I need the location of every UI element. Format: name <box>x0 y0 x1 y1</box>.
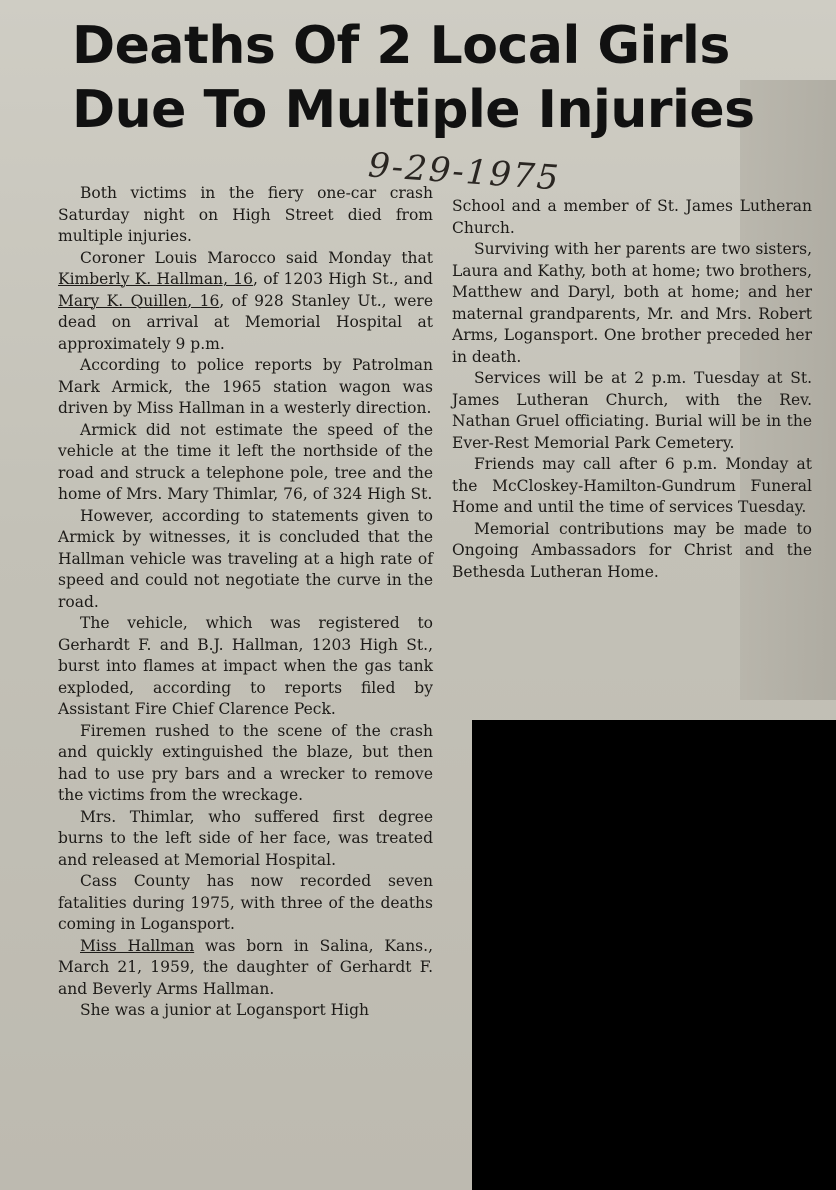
paragraph <box>58 936 433 1001</box>
paragraph: Both victims in the fiery one-car crash Saturday night on High Street died from multiple injuries. <box>58 184 433 245</box>
underlined-name: Mary K. Quillen, 16 <box>58 291 220 310</box>
black-redaction-block <box>472 720 836 1190</box>
article-column-2 <box>452 196 812 583</box>
text-run: , of 928 Stanley Ut., were dead on arrival at Memorial Hospital at approximately 9 p.m. <box>58 291 433 353</box>
paragraph: The vehicle, which was registered to Gerhardt F. and B.J. Hallman, 1203 High St., burst into flames at impact when the gas tank exploded, according to reports filed by Assistant Fire Chief Clarence Peck. <box>58 614 433 718</box>
paragraph: She was a junior at Logansport High <box>80 1001 369 1019</box>
text-run: was born in Salina, Kans., March 21, 1959, the daughter of Gerhardt F. and Beverly Arms Hallman. <box>58 936 433 998</box>
paragraph: Firemen rushed to the scene of the crash and quickly extinguished the blaze, but then had to use pry bars and a wrecker to remove the victims from the wreckage. <box>58 721 433 804</box>
handwritten-date: 9-29-1975 <box>366 145 562 199</box>
paragraph: Surviving with her parents are two sisters, Laura and Kathy, both at home; two brothers, Matthew and Daryl, both at home; and her maternal grandparents, Mr. and Mrs. Robert Arms, Logansport. One brother preceded her in death. <box>452 240 812 366</box>
underlined-name: Kimberly K. Hallman, 16 <box>58 270 253 288</box>
paragraph: Mrs. Thimlar, who suffered first degree burns to the left side of her face, was treated and released at Memorial Hospital. <box>58 807 433 869</box>
paragraph: According to police reports by Patrolman Mark Armick, the 1965 station wagon was driven by Miss Hallman in a westerly direction. <box>58 356 433 417</box>
headline <box>72 14 755 142</box>
paragraph <box>58 248 433 356</box>
text-run: Coroner Louis Marocco said Monday that <box>80 248 433 267</box>
article-column-1 <box>58 183 433 1022</box>
paragraph: Friends may call after 6 p.m. Monday at the McCloskey-Hamilton-Gundrum Funeral Home and until the time of services Tuesday. <box>452 455 812 516</box>
paragraph: Cass County has now recorded seven fatalities during 1975, with three of the deaths coming in Logansport. <box>58 872 433 933</box>
paragraph: However, according to statements given to Armick by witnesses, it is concluded that the Hallman vehicle was traveling at a high rate of speed and could not negotiate the curve in the road. <box>58 506 433 611</box>
underlined-name: Miss Hallman <box>80 936 195 955</box>
paragraph: Armick did not estimate the speed of the vehicle at the time it left the northside of the road and struck a telephone pole, tree and the home of Mrs. Mary Thimlar, 76, of 324 High St. <box>58 420 433 503</box>
paragraph: Services will be at 2 p.m. Tuesday at St. James Lutheran Church, with the Rev. Nathan Gruel officiating. Burial will be in the Ever-Rest Memorial Park Cemetery. <box>452 369 812 452</box>
headline-line-1: Deaths Of 2 Local Girls <box>72 16 730 76</box>
headline-line-2: Due To Multiple Injuries <box>72 80 755 140</box>
paragraph: School and a member of St. James Lutheran Church. <box>452 197 812 237</box>
paragraph: Memorial contributions may be made to Ongoing Ambassadors for Christ and the Bethesda Lutheran Home. <box>452 519 812 581</box>
text-run: , of 1203 High St., and <box>253 270 433 288</box>
